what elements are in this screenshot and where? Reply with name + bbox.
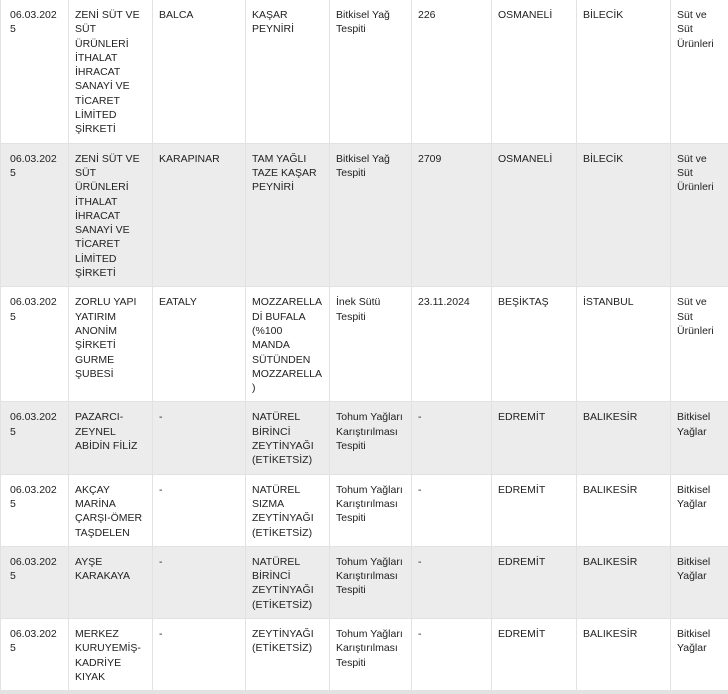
brand-cell: - xyxy=(153,618,246,692)
date-cell: 06.03.2025 xyxy=(1,402,69,474)
company-cell: PAZARCI-ZEYNEL ABİDİN FİLİZ xyxy=(69,402,153,474)
district-cell: EDREMİT xyxy=(492,546,577,618)
violation-cell: Tohum Yağları Karıştırılması Tespiti xyxy=(330,546,412,618)
date-cell: 06.03.2025 xyxy=(1,0,69,143)
brand-cell: - xyxy=(153,474,246,546)
table-row xyxy=(1,0,728,143)
lot-cell: - xyxy=(412,402,492,474)
district-cell: BEŞİKTAŞ xyxy=(492,287,577,402)
date-cell: 06.03.2025 xyxy=(1,474,69,546)
province-cell: BALIKESİR xyxy=(577,546,671,618)
violation-cell: Bitkisel Yağ Tespiti xyxy=(330,0,412,143)
category-cell: Bitkisel Yağlar xyxy=(671,546,728,618)
product-cell: ZEYTİNYAĞI (ETİKETSİZ) xyxy=(246,618,330,692)
lot-cell: 23.11.2024 xyxy=(412,287,492,402)
violation-cell: Tohum Yağları Karıştırılması Tespiti xyxy=(330,618,412,692)
company-cell: AYŞE KARAKAYA xyxy=(69,546,153,618)
violation-cell: İnek Sütü Tespiti xyxy=(330,287,412,402)
category-cell: Süt ve Süt Ürünleri xyxy=(671,0,728,143)
district-cell: EDREMİT xyxy=(492,618,577,692)
brand-cell: KARAPINAR xyxy=(153,143,246,287)
brand-cell: EATALY xyxy=(153,287,246,402)
brand-cell: - xyxy=(153,546,246,618)
product-cell: NATÜREL SIZMA ZEYTİNYAĞI (ETİKETSİZ) xyxy=(246,474,330,546)
province-cell: BALIKESİR xyxy=(577,618,671,692)
brand-cell: - xyxy=(153,402,246,474)
violation-cell: Tohum Yağları Karıştırılması Tespiti xyxy=(330,474,412,546)
category-cell: Bitkisel Yağlar xyxy=(671,618,728,692)
district-cell: OSMANELİ xyxy=(492,0,577,143)
date-cell: 06.03.2025 xyxy=(1,143,69,287)
category-cell: Süt ve Süt Ürünleri xyxy=(671,143,728,287)
province-cell: BALIKESİR xyxy=(577,402,671,474)
product-cell: TAM YAĞLI TAZE KAŞAR PEYNİRİ xyxy=(246,143,330,287)
district-cell: EDREMİT xyxy=(492,474,577,546)
table-row xyxy=(1,618,728,692)
company-cell: AKÇAY MARİNA ÇARŞI-ÖMER TAŞDELEN xyxy=(69,474,153,546)
category-cell: Bitkisel Yağlar xyxy=(671,402,728,474)
table-row xyxy=(1,287,728,402)
company-cell: MERKEZ KURUYEMİŞ-KADRİYE KIYAK xyxy=(69,618,153,692)
date-cell: 06.03.2025 xyxy=(1,618,69,692)
violation-cell: Tohum Yağları Karıştırılması Tespiti xyxy=(330,402,412,474)
company-cell: ZORLU YAPI YATIRIM ANONİM ŞİRKETİ GURME ŞUBESİ xyxy=(69,287,153,402)
lot-cell: - xyxy=(412,474,492,546)
violation-cell: Bitkisel Yağ Tespiti xyxy=(330,143,412,287)
category-cell: Bitkisel Yağlar xyxy=(671,474,728,546)
product-cell: NATÜREL BİRİNCİ ZEYTİNYAĞI (ETİKETSİZ) xyxy=(246,546,330,618)
category-cell: Süt ve Süt Ürünleri xyxy=(671,287,728,402)
province-cell: BİLECİK xyxy=(577,0,671,143)
lot-cell: 2709 xyxy=(412,143,492,287)
table-row xyxy=(1,474,728,546)
district-cell: EDREMİT xyxy=(492,402,577,474)
lot-cell: - xyxy=(412,618,492,692)
company-cell: ZENİ SÜT VE SÜT ÜRÜNLERİ İTHALAT İHRACAT SANAYİ VE TİCARET LİMİTED ŞİRKETİ xyxy=(69,0,153,143)
district-cell: OSMANELİ xyxy=(492,143,577,287)
table-row xyxy=(1,546,728,618)
lot-cell: 226 xyxy=(412,0,492,143)
product-cell: MOZZARELLA Dİ BUFALA (%100 MANDA SÜTÜNDEN MOZZARELLA) xyxy=(246,287,330,402)
company-cell: ZENİ SÜT VE SÜT ÜRÜNLERİ İTHALAT İHRACAT SANAYİ VE TİCARET LİMİTED ŞİRKETİ xyxy=(69,143,153,287)
province-cell: BALIKESİR xyxy=(577,474,671,546)
lot-cell: - xyxy=(412,546,492,618)
product-cell: KAŞAR PEYNİRİ xyxy=(246,0,330,143)
province-cell: BİLECİK xyxy=(577,143,671,287)
date-cell: 06.03.2025 xyxy=(1,287,69,402)
brand-cell: BALCA xyxy=(153,0,246,143)
province-cell: İSTANBUL xyxy=(577,287,671,402)
table-row xyxy=(1,402,728,474)
date-cell: 06.03.2025 xyxy=(1,546,69,618)
product-cell: NATÜREL BİRİNCİ ZEYTİNYAĞI (ETİKETSİZ) xyxy=(246,402,330,474)
table-row xyxy=(1,143,728,287)
